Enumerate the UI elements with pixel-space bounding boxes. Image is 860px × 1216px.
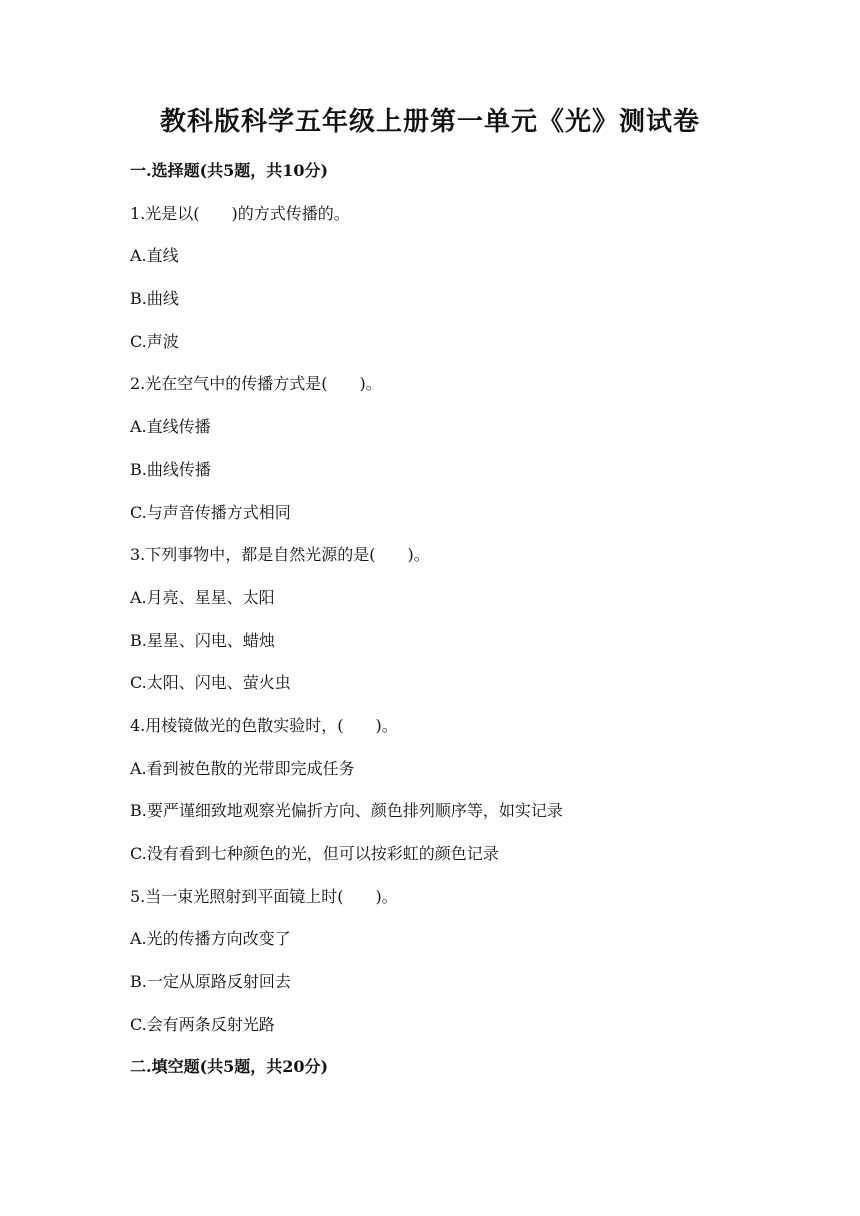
question-3-stem: 3.下列事物中，都是自然光源的是( )。 [130, 545, 430, 565]
question-2-option-a: A.直线传播 [130, 417, 211, 437]
question-5-option-a: A.光的传播方向改变了 [130, 929, 291, 949]
question-4-option-b: B.要严谨细致地观察光偏折方向、颜色排列顺序等，如实记录 [130, 801, 563, 821]
question-2-stem: 2.光在空气中的传播方式是( )。 [130, 374, 382, 394]
question-1-option-c: C.声波 [130, 331, 179, 351]
question-5-stem: 5.当一束光照射到平面镜上时( )。 [130, 886, 398, 906]
question-3-option-b: B.星星、闪电、蜡烛 [130, 630, 275, 650]
question-1-option-b: B.曲线 [130, 289, 179, 309]
exam-content [130, 158, 810, 1097]
question-5-option-c: C.会有两条反射光路 [130, 1014, 275, 1034]
question-3-option-a: A.月亮、星星、太阳 [130, 587, 275, 607]
question-1-option-a: A.直线 [130, 246, 179, 266]
question-3-option-c: C.太阳、闪电、萤火虫 [130, 673, 291, 693]
question-1-stem: 1.光是以( )的方式传播的。 [130, 203, 350, 223]
page-title: 教科版科学五年级上册第一单元《光》测试卷 [159, 107, 700, 137]
question-4-stem: 4.用棱镜做光的色散实验时，( )。 [130, 715, 398, 735]
question-2-option-b: B.曲线传播 [130, 459, 211, 479]
question-4-option-c: C.没有看到七种颜色的光，但可以按彩虹的颜色记录 [130, 844, 499, 863]
question-5-option-b: B.一定从原路反射回去 [130, 972, 291, 992]
section-heading-choice: 一.选择题(共5题，共10分) [130, 161, 329, 180]
question-4-option-a: A.看到被色散的光带即完成任务 [130, 758, 355, 778]
question-2-option-c: C.与声音传播方式相同 [130, 502, 291, 522]
section-heading-fill: 二.填空题(共5题，共20分) [130, 1057, 329, 1077]
